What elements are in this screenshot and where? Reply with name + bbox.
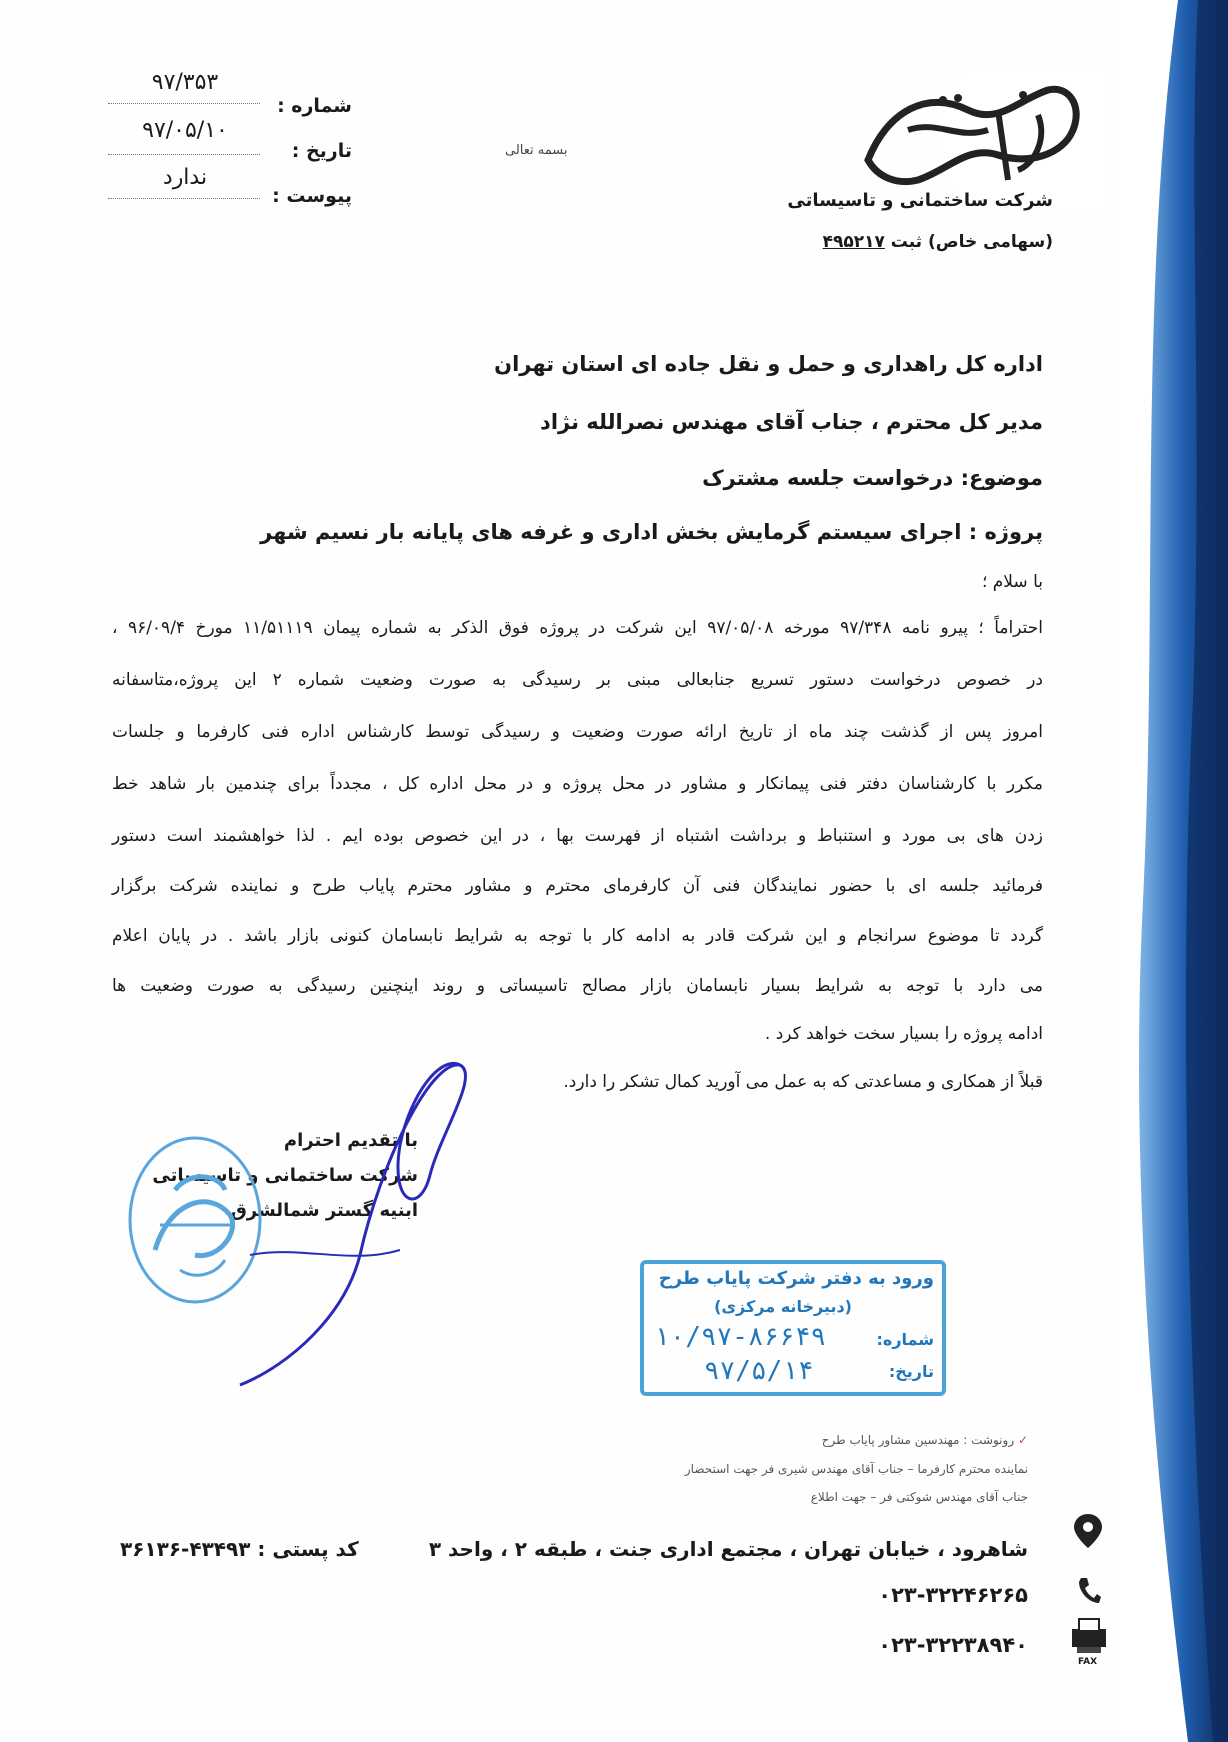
project-line: پروژه : اجرای سیستم گرمایش بخش اداری و غرفه های پایانه بار نسیم شهر [260, 520, 1043, 544]
logo-script-icon [848, 70, 1108, 210]
stamp-number-label: شماره: [876, 1330, 934, 1349]
location-pin-icon [1070, 1512, 1106, 1552]
recipient-person: مدیر کل محترم ، جناب آقای مهندس نصرالله نژاد [540, 410, 1043, 434]
signature-icon [230, 1055, 500, 1395]
closing-company-type: شرکت ساختمانی و تاسیساتی [152, 1165, 418, 1186]
cc-line: جناب آقای مهندس شوکتی فر – جهت اطلاع [810, 1490, 1028, 1504]
stamp-title: ورود به دفتر شرکت پایاب طرح [658, 1268, 934, 1289]
recipient-org: اداره کل راهداری و حمل و نقل جاده ای استان تهران [494, 352, 1043, 376]
phone-icon [1075, 1575, 1101, 1605]
date-line [108, 154, 260, 155]
date-label: تاریخ : [291, 140, 352, 162]
body-line: مکرر با کارشناسان دفتر فنی پیمانکار و مشاور در محل پروژه و در محل اداره کل ، مجدداً برای چندمین بار شاهد خط [112, 774, 1043, 794]
stamp-number-value: ۱۰/۹۷-۸۶۶۴۹ [654, 1322, 827, 1352]
number-value: ۹۷/۳۵۳ [151, 70, 219, 95]
fax-label: FAX [1078, 1657, 1098, 1667]
basmala: بسمه تعالی [505, 143, 568, 158]
footer-address: شاهرود ، خیابان تهران ، مجتمع اداری جنت ، طبقه ۲ ، واحد ۳ [428, 1537, 1028, 1561]
body-line: می دارد با توجه به شرایط بسیار نابسامان بازار مصالح تاسیساتی و روند اینچنین رسیدگی به صورت وضعیت ها [112, 976, 1043, 996]
footer-phone: ۰۲۳-۳۲۲۴۶۲۶۵ [878, 1583, 1028, 1607]
greeting: با سلام ؛ [981, 572, 1043, 592]
body-line: زدن های بی مورد و استنباط و برداشت اشتباه از فهرست بها ، در این خصوص بوده ایم . لذا خواهشمند است دستور [112, 826, 1043, 846]
number-label: شماره : [277, 95, 352, 117]
footer-postal-code: کد پستی : ۴۳۴۹۳-۳۶۱۳۶ [120, 1537, 359, 1561]
closing-company-name: ابنیه گستر شمالشرق [230, 1200, 418, 1221]
thanks-line: قبلاً از همکاری و مساعدتی که به عمل می آورید کمال تشکر را دارد. [563, 1072, 1043, 1092]
attachment-line [108, 198, 260, 199]
attachment-label: پیوست : [272, 185, 352, 207]
registration-number: ۴۹۵۲۱۷ [822, 232, 885, 252]
stamp-date-value: ۹۷/۵/۱۴ [704, 1356, 814, 1386]
fax-icon [1068, 1615, 1110, 1657]
cc-line: ✓ رونوشت : مهندسین مشاور پایاب طرح [821, 1433, 1028, 1447]
body-line: فرمائید جلسه ای با حضور نمایندگان فنی آن کارفرمای محترم و مشاور محترم پایاب طرح و نماینده شرکت برگزار [112, 876, 1043, 896]
registration-line [823, 232, 1053, 252]
company-name-line: شرکت ساختمانی و تاسیساتی [787, 190, 1053, 211]
decorative-band [1118, 0, 1228, 1742]
body-line: در خصوص درخواست دستور تسریع جنابعالی مبنی بر رسیدگی به صورت وضعیت شماره ۲ این پروژه،متاسفانه [112, 670, 1043, 690]
footer-fax: ۰۲۳-۳۲۲۳۸۹۴۰ [878, 1633, 1028, 1657]
checkmark-icon: ✓ [1017, 1433, 1028, 1447]
cc-line: نماینده محترم کارفرما – جناب آقای مهندس شیری فر جهت استحضار [684, 1462, 1028, 1476]
body-line: گردد تا موضوع سرانجام و این شرکت قادر به ادامه کار با توجه به شرایط نابسامان کنونی بازار باشد . در پایان اعلام [112, 926, 1043, 946]
stamp-date-label: تاریخ: [888, 1362, 934, 1381]
body-line-last: ادامه پروژه را بسیار سخت خواهد کرد . [764, 1024, 1043, 1044]
stamp-subtitle: (دبیرخانه مرکزی) [714, 1297, 852, 1316]
date-value: ۹۷/۰۵/۱۰ [142, 118, 228, 143]
subject-line: موضوع: درخواست جلسه مشترک [702, 466, 1043, 490]
body-line: احتراماً ؛ پیرو نامه ۹۷/۳۴۸ مورخه ۹۷/۰۵/۰۸ این شرکت در پروژه فوق الذکر به شماره پیمان ۱۱/۵۱۱۱۹ مورخ ۹۶/۰۹/۴ ، [112, 618, 1043, 638]
closing-regards: با تقدیم احترام [283, 1130, 418, 1151]
number-line [108, 103, 260, 104]
attachment-value: ندارد [162, 165, 208, 190]
incoming-stamp [640, 1260, 946, 1396]
registration-prefix: (سهامی خاص) ثبت [890, 232, 1053, 252]
body-line: امروز پس از گذشت چند ماه از تاریخ ارائه صورت وضعیت و رسیدگی توسط کارشناس اداره فنی کارفرما و جلسات [112, 722, 1043, 742]
